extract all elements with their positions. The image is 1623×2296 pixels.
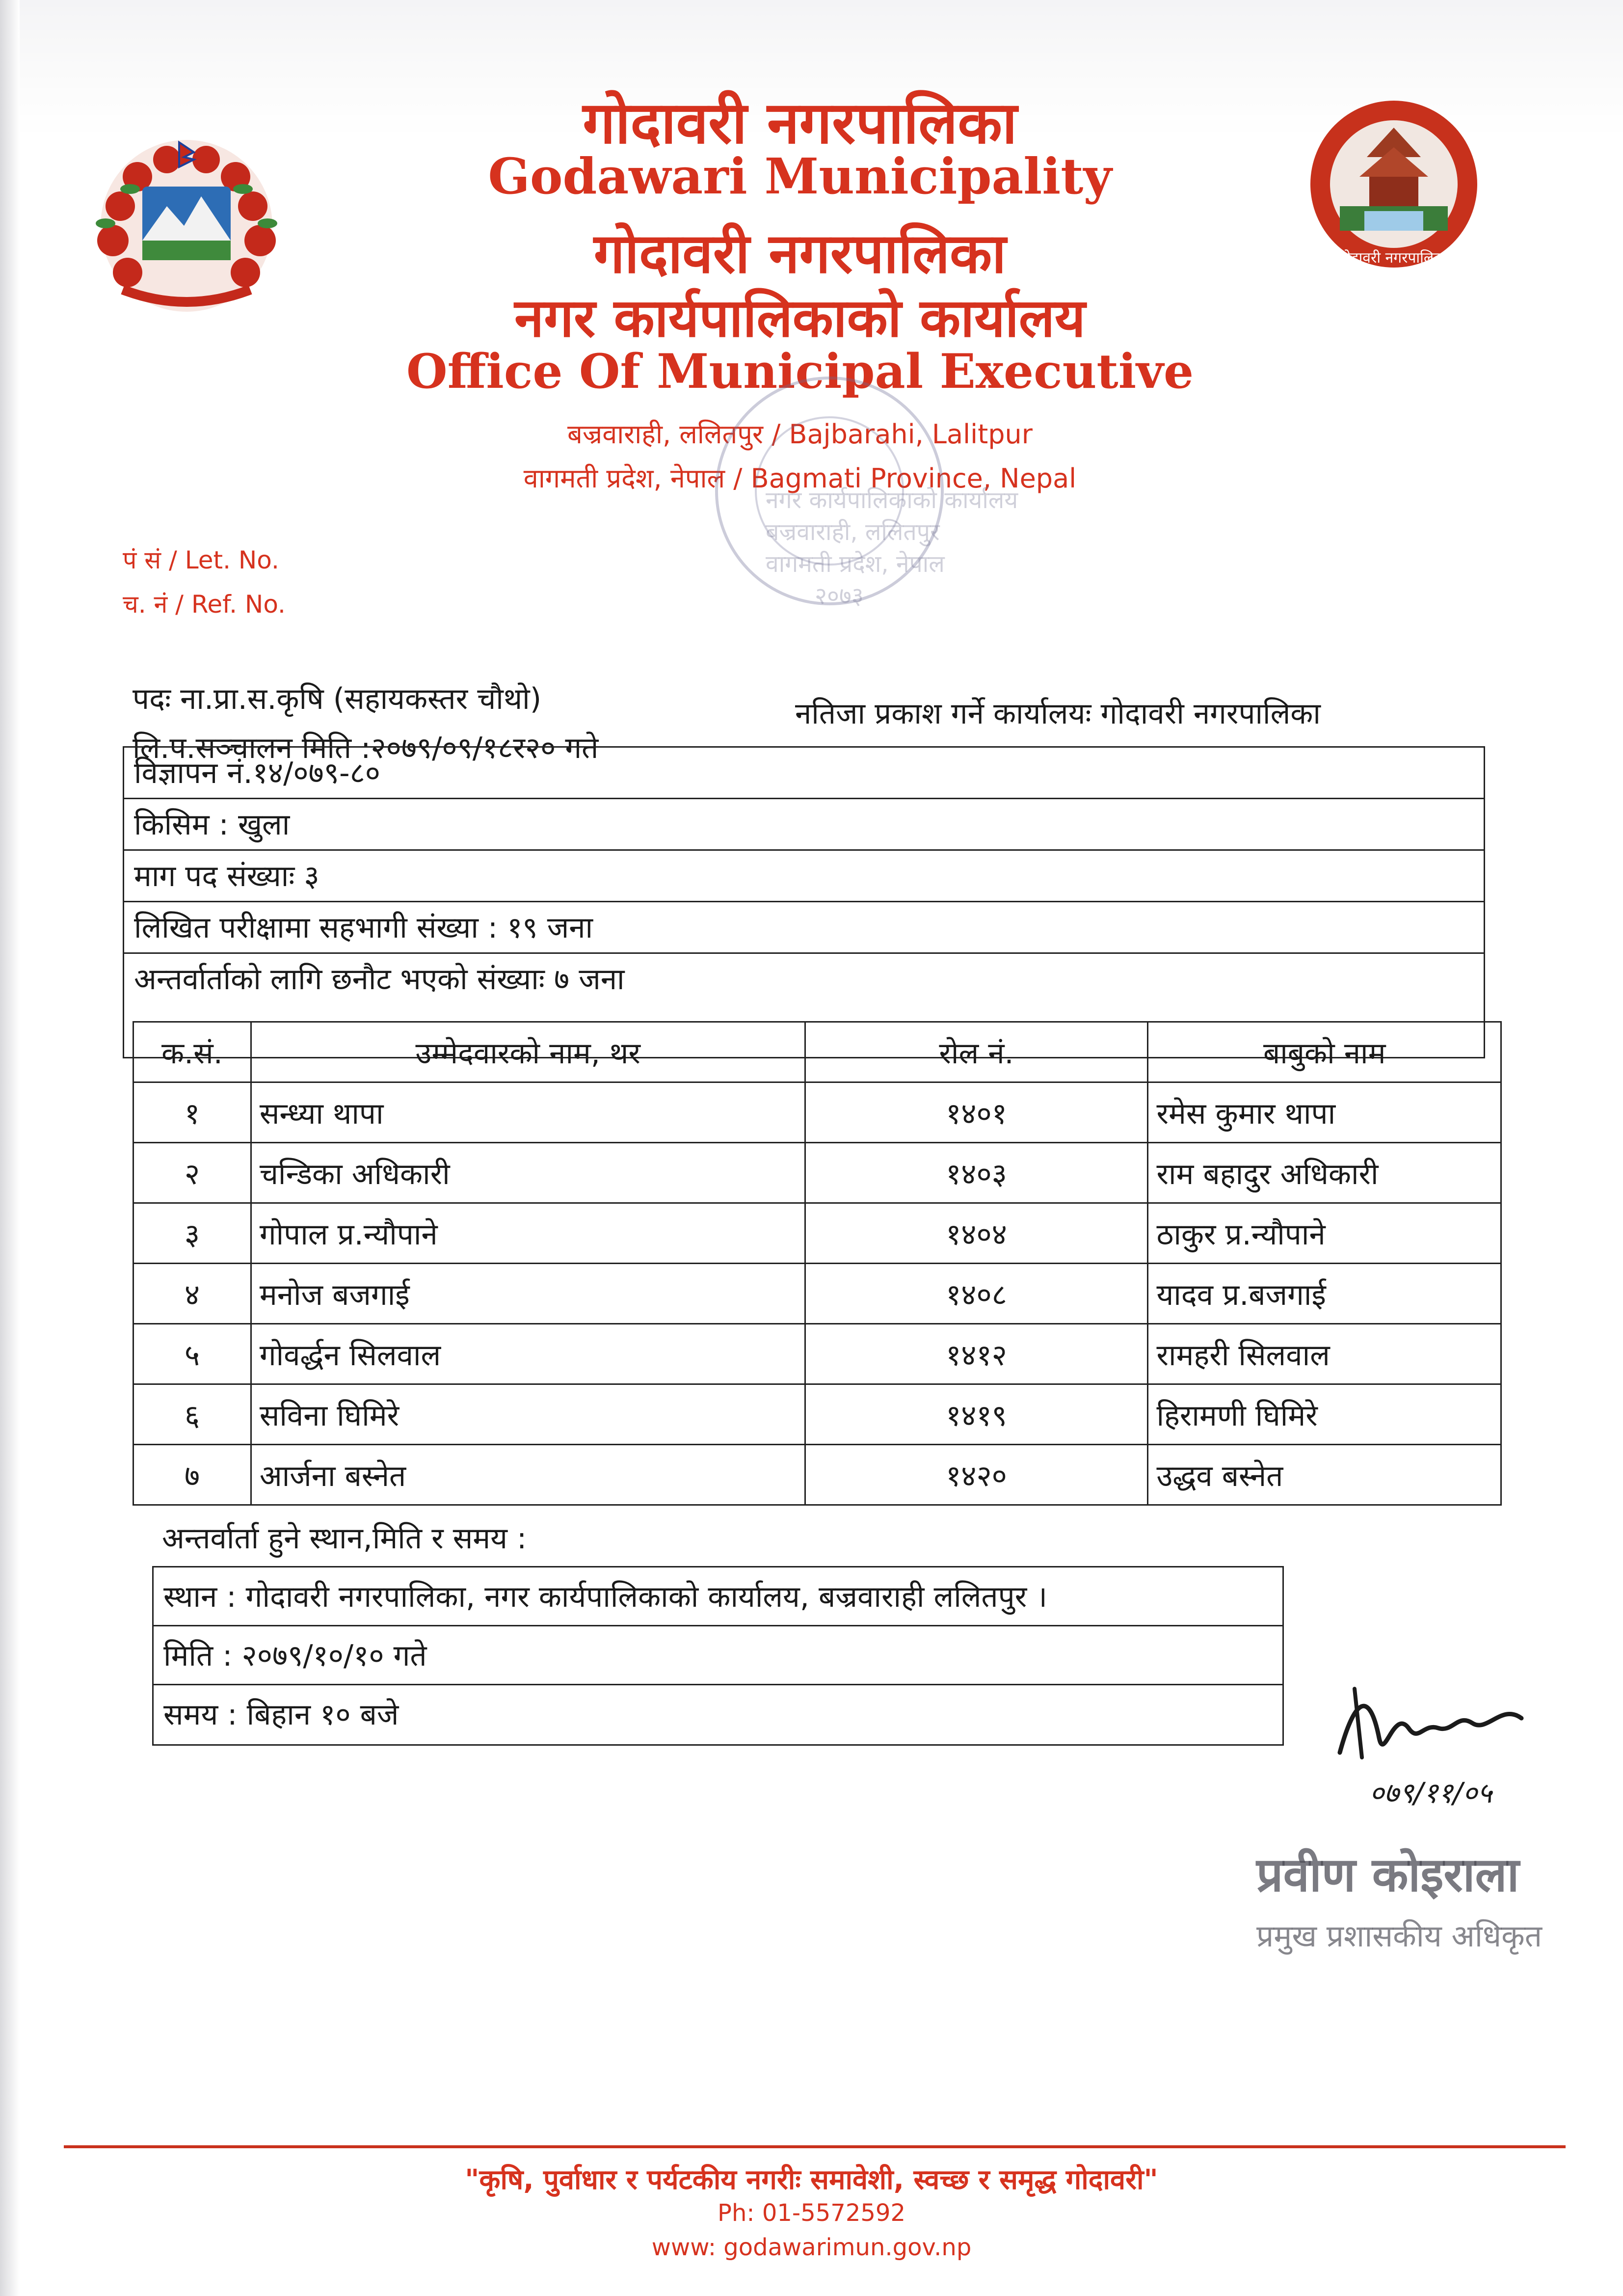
- footer-divider: [64, 2145, 1566, 2148]
- roll-number-cell: १४१२: [805, 1324, 1148, 1384]
- col-header-roll-number: रोल नं.: [805, 1022, 1148, 1082]
- letter-number-label: पं सं / Let. No.: [123, 546, 279, 574]
- father-name-cell: उद्धव बस्नेत: [1148, 1445, 1501, 1505]
- interview-box: [152, 1566, 1284, 1746]
- candidate-name-cell: सन्ध्या थापा: [251, 1082, 805, 1143]
- summary-box: [123, 746, 1485, 1058]
- reference-number-label: च. नं / Ref. No.: [123, 590, 286, 619]
- serial-cell: ६: [133, 1384, 251, 1445]
- col-header-father-name: बाबुको नाम: [1148, 1022, 1501, 1082]
- candidate-name-cell: आर्जना बस्नेत: [251, 1445, 805, 1505]
- shortlisted-count: अन्तर्वार्ताको लागि छनौट भएको संख्याः ७ जना: [134, 962, 625, 997]
- table-row: [133, 1384, 1501, 1445]
- interview-date: मिति : २०७९/१०/१० गते: [154, 1626, 1282, 1685]
- stamp-place: बज्रवाराही, ललितपुर: [766, 518, 940, 546]
- candidate-name-cell: चन्डिका अधिकारी: [251, 1143, 805, 1203]
- father-name-cell: राम बहादुर अधिकारी: [1148, 1143, 1501, 1203]
- stamp-year: २०७३: [815, 582, 864, 610]
- written-exam-participants: लिखित परीक्षामा सहभागी संख्या : १९ जना: [124, 902, 1484, 954]
- candidate-name-cell: सविना घिमिरे: [251, 1384, 805, 1445]
- roll-number-cell: १४०३: [805, 1143, 1148, 1203]
- candidate-name-cell: गोपाल प्र.न्यौपाने: [251, 1203, 805, 1264]
- candidate-table: [133, 1021, 1502, 1506]
- address-line-1: बज्रवाराही, ललितपुर / Bajbarahi, Lalitpur: [567, 419, 1033, 450]
- col-header-serial: क.सं.: [133, 1022, 251, 1082]
- office-title-nepali: नगर कार्यपालिकाको कार्यालय: [514, 288, 1086, 349]
- table-row: [133, 1143, 1501, 1203]
- footer-website: www: godawarimun.gov.np: [651, 2234, 972, 2261]
- table-header-row: [133, 1022, 1501, 1082]
- result-office: नतिजा प्रकाश गर्ने कार्यालयः गोदावरी नगरपालिका: [795, 697, 1321, 731]
- roll-number-cell: १४१९: [805, 1384, 1148, 1445]
- table-row: [133, 1264, 1501, 1324]
- interview-place: स्थान : गोदावरी नगरपालिका, नगर कार्यपालिकाको कार्यालय, बज्रवाराही ललितपुर ।: [154, 1567, 1282, 1626]
- table-row: [133, 1324, 1501, 1384]
- nepal-emblem-logo: [83, 133, 290, 319]
- father-name-cell: ठाकुर प्र.न्यौपाने: [1148, 1203, 1501, 1264]
- footer-phone: Ph: 01-5572592: [718, 2199, 905, 2227]
- serial-cell: ७: [133, 1445, 251, 1505]
- handwritten-signature: [1325, 1669, 1546, 1777]
- col-header-candidate-name: उम्मेदवारको नाम, थर: [251, 1022, 805, 1082]
- serial-cell: ५: [133, 1324, 251, 1384]
- table-row: [133, 1445, 1501, 1505]
- candidate-name-cell: गोवर्द्धन सिलवाल: [251, 1324, 805, 1384]
- demand-posts: माग पद संख्याः ३: [124, 851, 1484, 902]
- table-row: [133, 1203, 1501, 1264]
- municipality-title-nepali: गोदावरी नगरपालिका: [583, 89, 1017, 157]
- father-name-cell: रमेस कुमार थापा: [1148, 1082, 1501, 1143]
- signatory-name-stamp: प्रवीण कोइराला: [1256, 1847, 1519, 1902]
- address-line-2: वागमती प्रदेश, नेपाल / Bagmati Province, Nepal: [523, 463, 1077, 494]
- serial-cell: २: [133, 1143, 251, 1203]
- position-title: पदः ना.प्रा.स.कृषि (सहायकस्तर चौथो): [133, 682, 542, 716]
- exam-date: लि.प.सञ्चालन मिति :२०७९/०९/१८र२० गते: [133, 731, 599, 765]
- office-title-english: Office Of Municipal Executive: [406, 344, 1194, 399]
- footer-slogan: "कृषि, पुर्वाधार र पर्यटकीय नगरीः समावेशी, स्वच्छ र समृद्ध गोदावरी": [465, 2164, 1158, 2196]
- serial-cell: १: [133, 1082, 251, 1143]
- roll-number-cell: १४०१: [805, 1082, 1148, 1143]
- roll-number-cell: १४२०: [805, 1445, 1148, 1505]
- interview-heading: अन्तर्वार्ता हुने स्थान,मिति र समय :: [162, 1521, 527, 1556]
- interview-time: समय : बिहान १० बजे: [163, 1698, 399, 1732]
- roll-number-cell: १४०४: [805, 1203, 1148, 1264]
- father-name-cell: यादव प्र.बजगाई: [1148, 1264, 1501, 1324]
- logo-right-caption: गोदावरी नगरपालिका: [1338, 249, 1449, 267]
- signatory-designation-stamp: प्रमुख प्रशासकीय अधिकृत: [1256, 1918, 1543, 1954]
- municipality-title-english: Godawari Municipality: [488, 147, 1112, 205]
- serial-cell: ३: [133, 1203, 251, 1264]
- father-name-cell: रामहरी सिलवाल: [1148, 1324, 1501, 1384]
- serial-cell: ४: [133, 1264, 251, 1324]
- godawari-municipality-logo: [1305, 93, 1482, 280]
- signature-date: ०७९/११/०५: [1369, 1776, 1492, 1810]
- table-row: [133, 1082, 1501, 1143]
- recruitment-type: किसिम : खुला: [124, 799, 1484, 851]
- candidate-name-cell: मनोज बजगाई: [251, 1264, 805, 1324]
- scan-edge-shadow: [0, 0, 20, 2296]
- stamp-province: वागमती प्रदेश, नेपाल: [766, 550, 945, 578]
- roll-number-cell: १४०८: [805, 1264, 1148, 1324]
- father-name-cell: हिरामणी घिमिरे: [1148, 1384, 1501, 1445]
- stamp-text: नगर कार्यपालिकाको कार्यालय: [766, 486, 1018, 514]
- advertisement-number: विज्ञापन नं.१४/०७९-८०: [124, 748, 1484, 799]
- municipality-title-newari: गोदावरी नगरपालिका: [593, 222, 1007, 286]
